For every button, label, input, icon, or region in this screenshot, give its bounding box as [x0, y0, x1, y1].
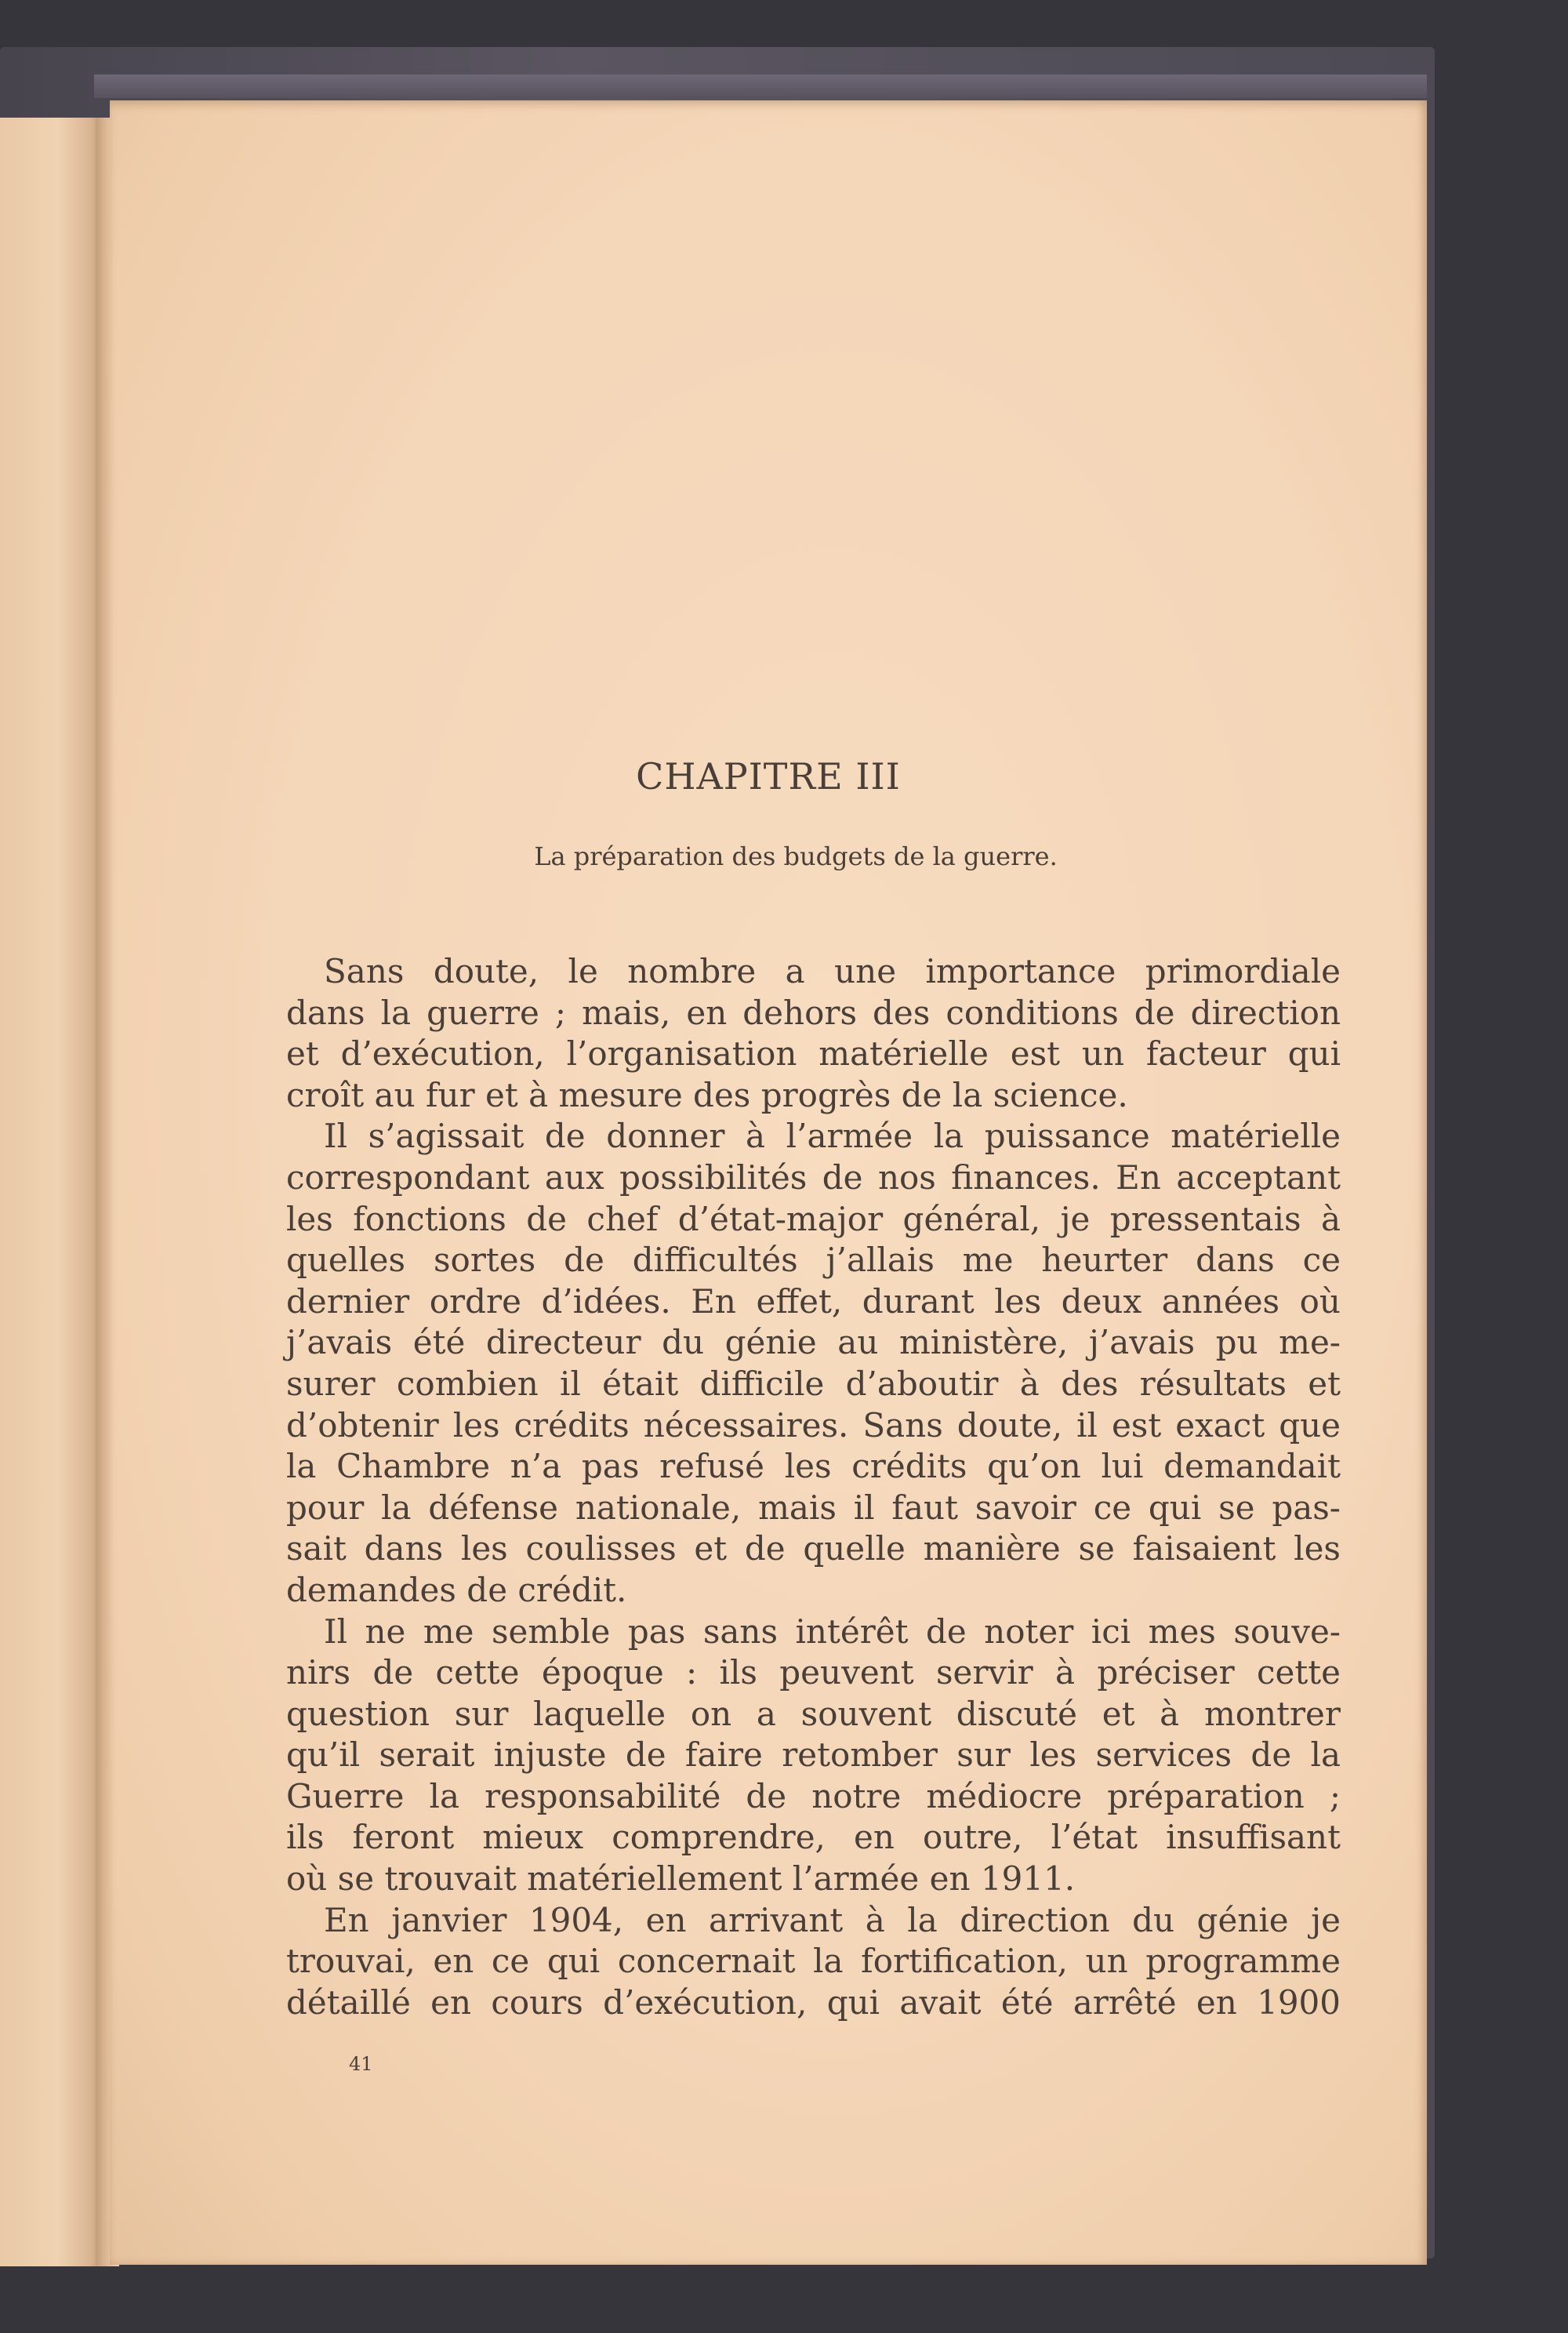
text-line: la Chambre n’a pas refusé les crédits qu’on lui demandait	[286, 1447, 1341, 1486]
text-line: sait dans les coulisses et de quelle manière se faisaient les	[286, 1529, 1341, 1568]
text-line: correspondant aux possibilités de nos finances. En acceptant	[286, 1157, 1341, 1197]
text-line: Il s’agissait de donner à l’armée la puissance matérielle	[324, 1117, 1341, 1156]
text-line: et d’exécution, l’organisation matérielle est un facteur qui	[286, 1034, 1341, 1074]
text-line: Sans doute, le nombre a une importance primordiale	[324, 952, 1341, 990]
text-line: ils feront mieux comprendre, en outre, l’état insuffisant	[286, 1818, 1341, 1857]
text-line: d’obtenir les crédits nécessaires. Sans doute, il est exact que	[286, 1405, 1341, 1444]
chapter-subtitle: La préparation des budgets de la guerre.	[534, 841, 1058, 871]
text-line: pour la défense nationale, mais il faut savoir ce qui se pas-	[286, 1488, 1341, 1527]
text-line: En janvier 1904, en arrivant à la direction du génie je	[324, 1900, 1341, 1939]
paragraph	[286, 1612, 1341, 1900]
page-body	[286, 951, 1341, 2023]
paragraph	[286, 1116, 1341, 1611]
page-number: 41	[349, 2053, 373, 2075]
text-line: détaillé en cours d’exécution, qui avait été arrêté en 1900	[286, 1982, 1341, 2022]
cover-top-edge	[94, 74, 1427, 98]
text-line: question sur laquelle on a souvent discuté et à montrer	[286, 1694, 1341, 1733]
text-line: qu’il serait injuste de faire retomber sur les services de la	[286, 1735, 1341, 1775]
text-line: nirs de cette époque : ils peuvent servir à préciser cette	[286, 1653, 1341, 1692]
text-line: quelles sortes de difficultés j’allais me heurter dans ce	[286, 1241, 1341, 1280]
text-line: trouvai, en ce qui concernait la fortification, un programme	[286, 1942, 1341, 1981]
text-line: dernier ordre d’idées. En effet, durant les deux années où	[286, 1281, 1341, 1321]
paragraph	[286, 951, 1341, 1116]
text-line: Guerre la responsabilité de notre médiocre préparation ;	[286, 1776, 1341, 1815]
text-line: j’avais été directeur du génie au ministère, j’avais pu me-	[286, 1323, 1341, 1362]
paragraph	[286, 1900, 1341, 2024]
text-line: croît au fur et à mesure des progrès de la science.	[286, 1075, 1128, 1114]
text-line: Il ne me semble pas sans intérêt de noter ici mes souve-	[324, 1612, 1341, 1651]
text-line: dans la guerre ; mais, en dehors des conditions de direction	[286, 993, 1341, 1032]
previous-page-edge	[0, 118, 106, 2266]
text-line: les fonctions de chef d’état-major général, je pressentais à	[286, 1199, 1341, 1238]
book-page	[110, 100, 1427, 2265]
text-line: où se trouvait matériellement l’armée en 1911.	[286, 1859, 1076, 1899]
text-line: demandes de crédit.	[286, 1570, 627, 1609]
chapter-title: CHAPITRE III	[636, 755, 901, 798]
text-line: surer combien il était difficile d’aboutir à des résultats et	[286, 1364, 1341, 1403]
